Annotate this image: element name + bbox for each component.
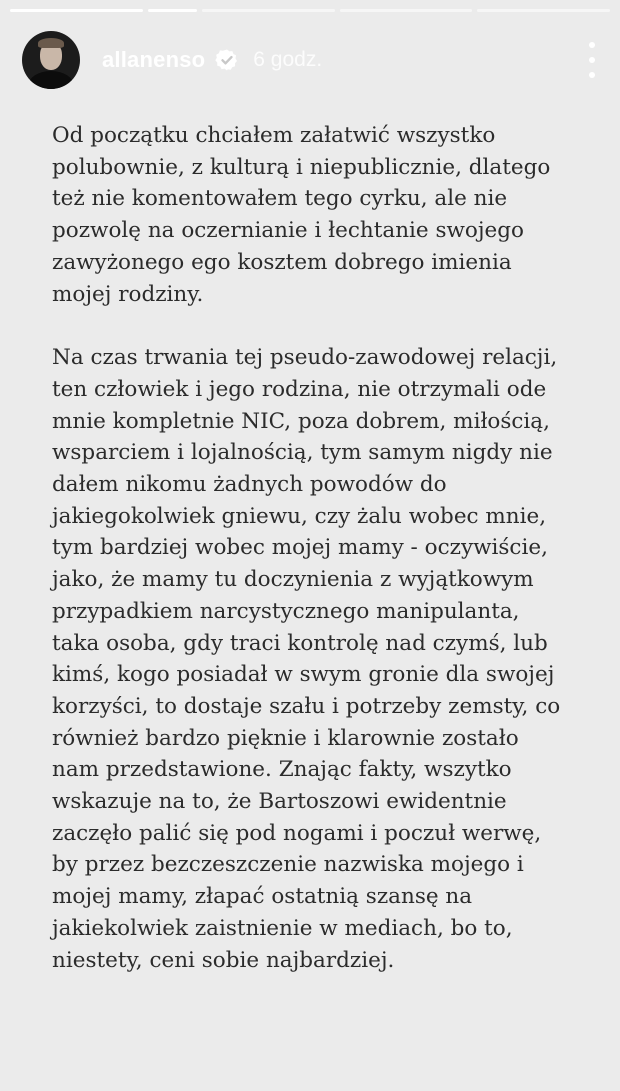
story-paragraph-2: Na czas trwania tej pseudo-zawodowej relacji, ten człowiek i jego rodzina, nie otrzymali ode mnie kompletnie NIC, poza dobrem, miłością, wsparciem i lojalnością, tym samym nigdy nie dałem nikomu żadnych powodów do jakiegokolwiek gniewu, czy żalu wobec mnie, tym bardziej wobec mojej mamy - oczywiście, jako, że mamy tu doczynienia z wyjątkowym przypadkiem narcystycznego manipulanta, taka osoba, gdy traci kontrolę nad czymś, lub kimś, kogo posiadał w swym gronie dla swojej korzyści, to dostaje szału i potrzeby zemsty, co również bardzo pięknie i klarownie zostało nam przedstawione. Znając fakty, wszytko wskazuje na to, że Bartoszowi ewidentnie zaczęło palić się pod nogami i poczuł werwę, by przez bezczeszczenie nazwiska mojego i mojej mamy, złapać ostatnią szansę na jakiekolwiek zaistnienie w mediach, bo to, niestety, ceni sobie najbardziej. [52,345,561,973]
username[interactable]: allanenso [102,47,206,72]
progress-segment [202,9,335,12]
story-progress-bar [10,9,610,12]
progress-segment [477,9,610,12]
story-header [22,30,598,90]
avatar[interactable] [22,31,80,89]
post-time: 6 godz. [253,48,323,71]
story-text-content [52,120,592,976]
verified-badge-icon [215,48,239,72]
story-paragraph-1: Od początku chciałem załatwić wszystko polubownie, z kulturą i niepublicznie, dlatego też nie komentowałem tego cyrku, ale nie pozwolę na oczernianie i łechtanie swojego zawyżonego ego kosztem dobrego imienia mojej rodziny. [52,123,551,307]
more-vertical-icon[interactable] [586,42,598,78]
progress-segment [10,9,143,12]
progress-segment-current [148,9,198,12]
progress-segment [340,9,473,12]
